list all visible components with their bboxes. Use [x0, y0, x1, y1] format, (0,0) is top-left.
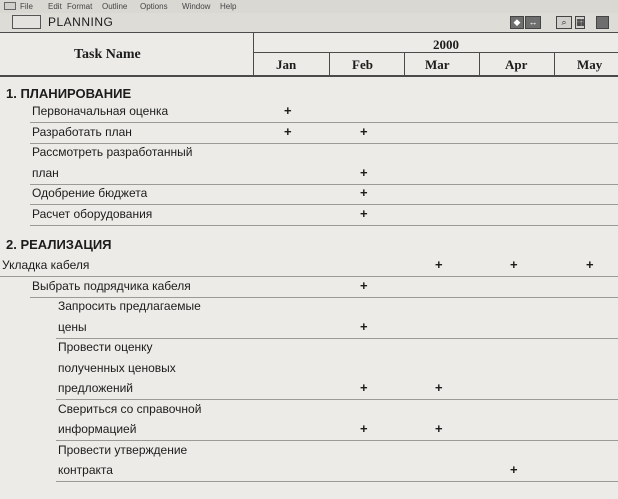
- month-header-mar: Mar: [425, 57, 450, 72]
- schedule-mark: +: [360, 185, 368, 200]
- header-top-line: [0, 32, 618, 33]
- header-divider: [253, 32, 254, 75]
- document-control-box[interactable]: [12, 15, 41, 29]
- grid-view-icon[interactable]: [596, 16, 609, 29]
- month-header-may: May: [577, 57, 603, 72]
- task-name[interactable]: предложений: [58, 381, 133, 395]
- task-name[interactable]: Укладка кабеля: [2, 258, 90, 272]
- task-name[interactable]: Расчет оборудования: [32, 206, 153, 221]
- schedule-mark: +: [360, 318, 368, 334]
- system-menu-icon[interactable]: [4, 2, 16, 10]
- schedule-mark: +: [586, 257, 594, 272]
- task-name[interactable]: Первоначальная оценка: [32, 104, 169, 118]
- diamond-tool-icon[interactable]: ◆: [510, 16, 524, 29]
- row-separator: [30, 122, 618, 123]
- row-separator: [30, 297, 618, 298]
- section-heading[interactable]: 2. РЕАЛИЗАЦИЯ: [6, 237, 112, 252]
- menu-file[interactable]: File: [20, 2, 33, 11]
- task-name[interactable]: полученных ценовых: [58, 360, 176, 375]
- row-separator: [30, 225, 618, 226]
- schedule-mark: +: [435, 257, 443, 272]
- row-separator: [30, 143, 618, 144]
- month-header-jan: Jan: [276, 57, 297, 72]
- month-divider: [404, 53, 405, 75]
- row-separator: [30, 204, 618, 205]
- schedule-mark: +: [360, 277, 368, 293]
- menu-help[interactable]: Help: [220, 2, 237, 11]
- task-name[interactable]: Разработать план: [32, 124, 132, 139]
- task-name[interactable]: Провести оценку: [58, 340, 153, 354]
- task-name[interactable]: Одобрение бюджета: [32, 186, 148, 200]
- task-name[interactable]: контракта: [58, 463, 113, 477]
- month-divider: [554, 53, 555, 75]
- header-bottom-line: [0, 75, 618, 77]
- row-separator: [56, 399, 618, 400]
- section-heading[interactable]: 1. ПЛАНИРОВАНИЕ: [6, 86, 132, 101]
- menu-format[interactable]: Format: [67, 2, 93, 11]
- schedule-mark: +: [360, 205, 368, 221]
- schedule-mark: +: [360, 380, 368, 395]
- task-name[interactable]: Выбрать подрядчика кабеля: [32, 278, 191, 293]
- month-header-feb: Feb: [352, 57, 373, 72]
- month-header-apr: Apr: [505, 57, 528, 72]
- task-name-header[interactable]: Task Name: [74, 47, 141, 62]
- menu-outline[interactable]: Outline: [102, 2, 128, 11]
- scroll-tool-icon[interactable]: ▦: [576, 17, 585, 27]
- schedule-mark: +: [360, 421, 368, 436]
- schedule-mark: +: [360, 123, 368, 139]
- expand-tool-icon[interactable]: ↔: [525, 16, 541, 29]
- task-name[interactable]: цены: [58, 319, 87, 334]
- window-title-bar: [0, 13, 618, 33]
- month-divider: [329, 53, 330, 75]
- year-header: 2000: [433, 37, 459, 52]
- zoom-tool-icon[interactable]: ⌕: [556, 16, 572, 29]
- schedule-mark: +: [435, 421, 443, 436]
- window-title: PLANNING: [48, 15, 114, 29]
- menu-edit[interactable]: Edit: [48, 2, 62, 11]
- row-separator: [0, 276, 618, 277]
- schedule-mark: +: [435, 380, 443, 395]
- menu-options[interactable]: Options: [140, 2, 168, 11]
- month-divider: [479, 53, 480, 75]
- task-name[interactable]: Рассмотреть разработанный: [32, 145, 193, 159]
- task-name[interactable]: Провести утверждение: [58, 442, 188, 457]
- task-name[interactable]: план: [32, 165, 59, 180]
- row-separator: [56, 440, 618, 441]
- schedule-mark: +: [510, 462, 518, 477]
- task-name[interactable]: Свериться со справочной: [58, 401, 202, 416]
- schedule-mark: +: [510, 257, 518, 272]
- task-name[interactable]: Запросить предлагаемые: [58, 299, 201, 313]
- row-separator: [56, 338, 618, 339]
- menu-bar: [0, 0, 618, 13]
- row-separator: [56, 481, 618, 482]
- schedule-mark: +: [284, 103, 292, 118]
- task-name[interactable]: информацией: [58, 422, 137, 436]
- schedule-mark: +: [360, 164, 368, 180]
- row-separator: [30, 184, 618, 185]
- menu-window[interactable]: Window: [182, 2, 211, 11]
- schedule-mark: +: [284, 123, 292, 139]
